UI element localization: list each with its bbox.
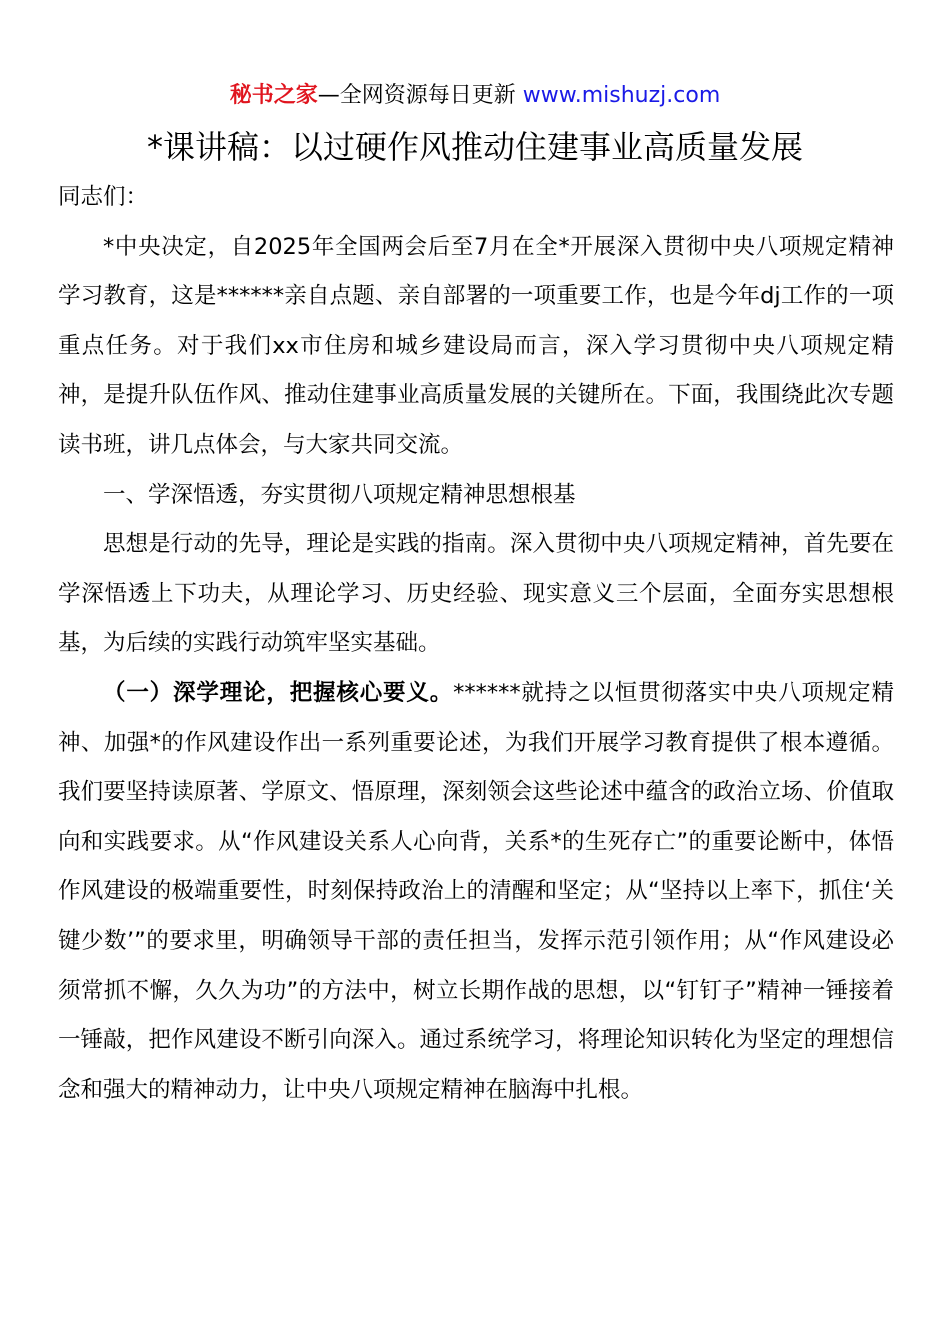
document-body <box>58 173 894 1115</box>
header-tagline: —全网资源每日更新 <box>317 83 516 108</box>
site-header <box>0 80 950 112</box>
paragraph-subsection-1 <box>58 669 894 1115</box>
salutation: 同志们： <box>58 184 149 210</box>
subsection-heading-1: （一）深学理论，把握核心要义。 <box>103 679 454 706</box>
paragraph-intro: *中央决定，自2025年全国两会后至7月在全*开展深入贯彻中央八项规定精神学习教育，这是******亲自点题、亲自部署的一项重要工作，也是今年dj工作的一项重点任务。对于我们xx市住房和城乡建设局而言，深入学习贯彻中央八项规定精神，是提升队伍作风、推动住建事业高质量发展的关键所在。下面，我围绕此次专题读书班，讲几点体会，与大家共同交流。 <box>58 233 894 458</box>
document-title: *课讲稿：以过硬作风推动住建事业高质量发展 <box>146 128 803 166</box>
brand-name: 秘书之家 <box>229 83 318 108</box>
section-heading-1: 一、学深悟透，夯实贯彻八项规定精神思想根基 <box>103 481 576 508</box>
subsection-body-1: ******就持之以恒贯彻落实中央八项规定精神、加强*的作风建设作出一系列重要论述，为我们开展学习教育提供了根本遵循。我们要坚持读原著、学原文、悟原理，深刻领会这些论述中蕴含的政治立场、价值取向和实践要求。从“作风建设关系人心向背，关系*的生死存亡”的重要论断中，体悟作风建设的极端重要性，时刻保持政治上的清醒和坚定；从“坚持以上率下，抓住‘关键少数’”的要求里，明确领导干部的责任担当，发挥示范引领作用；从“作风建设必须常抓不懈，久久为功”的方法中，树立长期作战的思想，以“钉钉子”精神一锤接着一锤敲，把作风建设不断引向深入。通过系统学习，将理论知识转化为坚定的理想信念和强大的精神动力，让中央八项规定精神在脑海中扎根。 <box>58 679 894 1103</box>
paragraph-section1-intro: 思想是行动的先导，理论是实践的指南。深入贯彻中央八项规定精神，首先要在学深悟透上下功夫，从理论学习、历史经验、现实意义三个层面，全面夯实思想根基，为后续的实践行动筑牢坚实基础。 <box>58 531 894 657</box>
site-url-link[interactable]: www.mishuzj.com <box>522 83 721 108</box>
